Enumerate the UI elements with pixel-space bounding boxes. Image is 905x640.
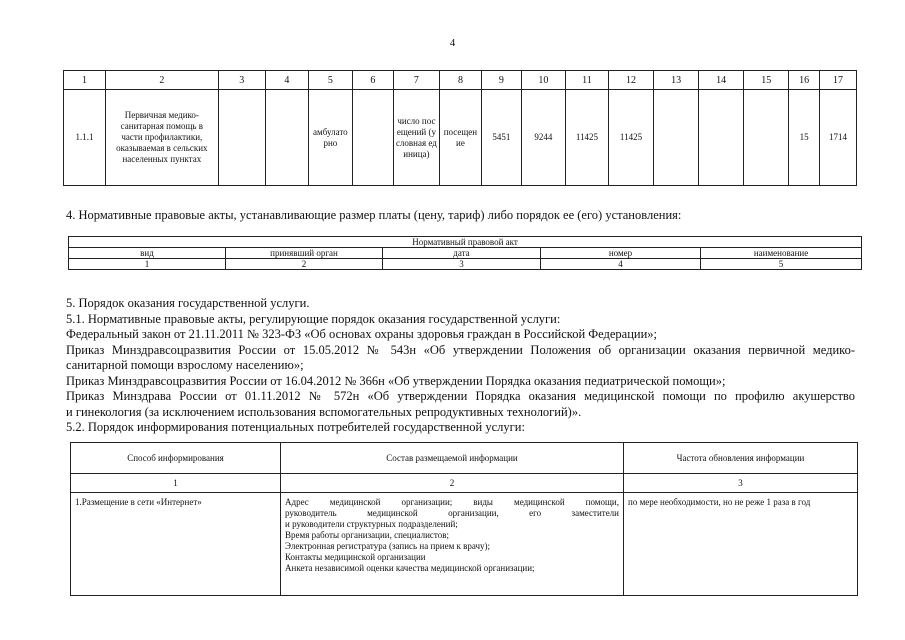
section-4-title: 4. Нормативные правовые акты, устанавливающие размер платы (цену, тариф) либо порядок ее (его) установления:: [66, 208, 682, 222]
legal-act-item: Приказ Минздрава России от 01.11.2012 № 572н «Об утверждении Порядка оказания медицинской помощи по профилю акушерство: [66, 389, 855, 403]
section-5-title: 5. Порядок оказания государственной услуги.: [66, 296, 310, 310]
value-cell: 11425: [608, 90, 653, 186]
column-header: принявший орган: [226, 248, 383, 259]
content-line: Контакты медицинской организации: [285, 552, 426, 562]
column-number: 4: [541, 259, 701, 270]
service-form: амбулаторно: [308, 90, 352, 186]
table-cell: [218, 90, 265, 186]
column-number: 16: [789, 71, 820, 90]
content-line: Анкета независимой оценки качества медицинской организации;: [285, 563, 535, 573]
value-cell: 5451: [481, 90, 521, 186]
column-number: 3: [383, 259, 541, 270]
legal-act-item: Приказ Минздравсоцразвития России от 16.04.2012 № 366н «Об утверждении Порядка оказания педиатрической помощи»;: [66, 373, 726, 388]
legal-act-item: Приказ Минздравсоцразвития России от 15.05.2012 № 543н «Об утверждении Положения об организации оказания первичной медико-: [66, 342, 855, 357]
column-number: 2: [226, 259, 383, 270]
section-5: [66, 296, 855, 436]
column-number: 1: [71, 474, 281, 493]
unit-measure: посещение: [439, 90, 481, 186]
legal-act-item: Федеральный закон от 21.11.2011 № 323-ФЗ «Об основах охраны здоровья граждан в Российской Федерации»;: [66, 327, 658, 341]
column-number: 5: [308, 71, 352, 90]
legal-acts-table: [68, 236, 862, 270]
column-number: 10: [521, 71, 565, 90]
column-number: 13: [654, 71, 699, 90]
content-line: руководитель медицинской организации, его заместители: [285, 508, 619, 518]
column-number: 11: [565, 71, 608, 90]
informing-method: 1.Размещение в сети «Интернет»: [71, 493, 281, 596]
table-cell: [352, 90, 393, 186]
column-header: Способ информирования: [71, 443, 281, 474]
column-number: 3: [218, 71, 265, 90]
section-5-1-title: 5.1. Нормативные правовые акты, регулирующие порядок оказания государственной услуги:: [66, 311, 561, 326]
table-cell: [265, 90, 308, 186]
service-volume-table: [63, 70, 857, 186]
column-number: 17: [820, 71, 857, 90]
table-row: [69, 259, 862, 270]
table-row: [64, 90, 857, 186]
column-header: Состав размещаемой информации: [281, 443, 624, 474]
informing-table: [70, 442, 858, 596]
content-line: Электронная регистратура (запись на прием к врачу);: [285, 541, 491, 551]
column-number: 9: [481, 71, 521, 90]
legal-act-item: и гинекология (за исключением использования вспомогательных репродуктивных технологий)».: [66, 404, 582, 419]
content-line: Адрес медицинской организации; виды медицинской помощи,: [285, 497, 619, 507]
column-number: 2: [106, 71, 219, 90]
update-frequency: по мере необходимости, но не реже 1 раза в год: [624, 493, 858, 596]
column-header: вид: [69, 248, 226, 259]
table-header-row: [64, 71, 857, 90]
column-number: 8: [439, 71, 481, 90]
table-cell: [699, 90, 744, 186]
column-number: 12: [608, 71, 653, 90]
content-line: Время работы организации, специалистов;: [285, 530, 449, 540]
content-line: и руководители структурных подразделений;: [285, 519, 458, 529]
column-number: 2: [281, 474, 624, 493]
informing-content: [281, 493, 624, 596]
column-header: номер: [541, 248, 701, 259]
table-header-row: [71, 443, 858, 474]
page-number: 4: [449, 37, 456, 49]
column-number: 1: [69, 259, 226, 270]
column-number: 3: [624, 474, 858, 493]
column-number: 4: [265, 71, 308, 90]
legal-act-item: санитарной помощи взрослому населению»;: [66, 358, 304, 372]
table-cell: [654, 90, 699, 186]
column-number: 14: [699, 71, 744, 90]
column-number: 6: [352, 71, 393, 90]
unit-name: число посещений (условная единица): [393, 90, 439, 186]
column-header: Частота обновления информации: [624, 443, 858, 474]
table-row: [71, 493, 858, 596]
column-number: 15: [744, 71, 789, 90]
value-cell: 1714: [820, 90, 857, 186]
table-number-row: [71, 474, 858, 493]
column-header: дата: [383, 248, 541, 259]
column-number: 7: [393, 71, 439, 90]
value-cell: 15: [789, 90, 820, 186]
column-number: 1: [64, 71, 106, 90]
table-cell: [744, 90, 789, 186]
value-cell: 9244: [521, 90, 565, 186]
column-header: наименование: [701, 248, 862, 259]
section-5-2-title: 5.2. Порядок информирования потенциальных потребителей государственной услуги:: [66, 420, 525, 434]
table-header-row: [69, 237, 862, 248]
service-name: Первичная медико-санитарная помощь в части профилактики, оказываемая в сельских населенных пунктах: [106, 90, 219, 186]
column-number: 5: [701, 259, 862, 270]
table-title: Нормативный правовой акт: [69, 237, 862, 248]
table-header-row: [69, 248, 862, 259]
value-cell: 11425: [565, 90, 608, 186]
row-code: 1.1.1: [64, 90, 106, 186]
